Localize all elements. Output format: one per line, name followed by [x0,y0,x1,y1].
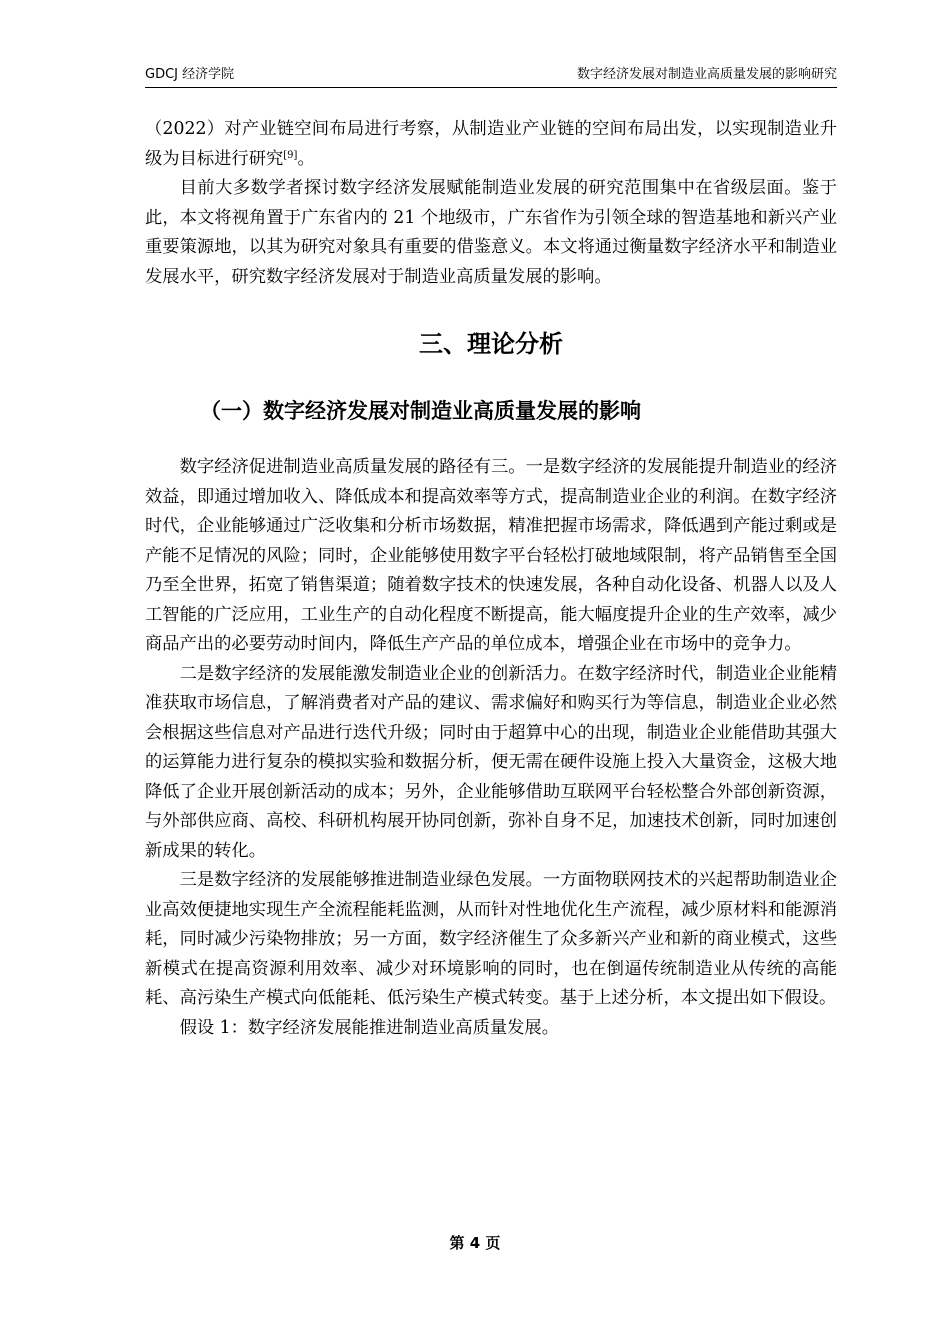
hypothesis: 假设 1：数字经济发展能推进制造业高质量发展。 [179,1017,559,1038]
header-institution: GDCJ 经济学院 [145,67,235,82]
paragraph-continued [145,115,837,174]
paragraph-text: （2022）对产业链空间布局进行考察，从制造业产业链的空间布局出发，以实现制造业升级为目标进行研究 [145,119,837,169]
paragraph: 数字经济促进制造业高质量发展的路径有三。一是数字经济的发展能提升制造业的经济效益，即通过增加收入、降低成本和提高效率等方式，提高制造业企业的利润。在数字经济时代，企业能够通过广泛收集和分析市场数据，精准把握市场需求，降低遇到产能过剩或是产能不足情况的风险；同时，企业能够使用数字平台轻松打破地域限制，将产品销售至全国乃至全世界，拓宽了销售渠道；随着数字技术的快速发展，各种自动化设备、机器人以及人工智能的广泛应用，工业生产的自动化程度不断提高，能大幅度提升企业的生产效率，减少商品产出的必要劳动时间内，降低生产产品的单位成本，增强企业在市场中的竞争力。 [145,457,837,654]
paragraph: 三是数字经济的发展能够推进制造业绿色发展。一方面物联网技术的兴起帮助制造业企业高效便捷地实现生产全流程能耗监测，从而针对性地优化生产流程，减少原材料和能源消耗，同时减少污染物排放；另一方面，数字经济催生了众多新兴产业和新的商业模式，这些新模式在提高资源利用效率、减少对环境影响的同时，也在倒逼传统制造业从传统的高能耗、高污染生产模式向低能耗、低污染生产模式转变。基于上述分析，本文提出如下假设。 [145,870,837,1008]
paragraph-tail: 。 [297,148,315,169]
page-number: 第 4 页 [449,1234,501,1252]
subsection-title: （一）数字经济发展对制造业高质量发展的影响 [200,399,641,423]
page-body [145,115,837,1043]
citation-ref: [9] [283,149,298,161]
header-rule [145,87,837,88]
paragraph: 二是数字经济的发展能激发制造业企业的创新活力。在数字经济时代，制造业企业能精准获取市场信息，了解消费者对产品的建议、需求偏好和购买行为等信息，制造业企业必然会根据这些信息对产品进行迭代升级；同时由于超算中心的出现，制造业企业能借助其强大的运算能力进行复杂的模拟实验和数据分析，便无需在硬件设施上投入大量资金，这极大地降低了企业开展创新活动的成本；另外，企业能够借助互联网平台轻松整合外部创新资源，与外部供应商、高校、科研机构展开协同创新，弥补自身不足，加速技术创新，同时加速创新成果的转化。 [145,663,837,861]
running-header [145,66,837,84]
paragraph: 目前大多数学者探讨数字经济发展赋能制造业发展的研究范围集中在省级层面。鉴于此，本文将视角置于广东省内的 21 个地级市，广东省作为引领全球的智造基地和新兴产业重要策源地，以其为研究对象具有重要的借鉴意义。本文将通过衡量数字经济水平和制造业发展水平，研究数字经济发展对于制造业高质量发展的影响。 [145,178,837,287]
section-title: 三、理论分析 [419,330,563,358]
header-paper-title: 数字经济发展对制造业高质量发展的影响研究 [576,67,837,82]
